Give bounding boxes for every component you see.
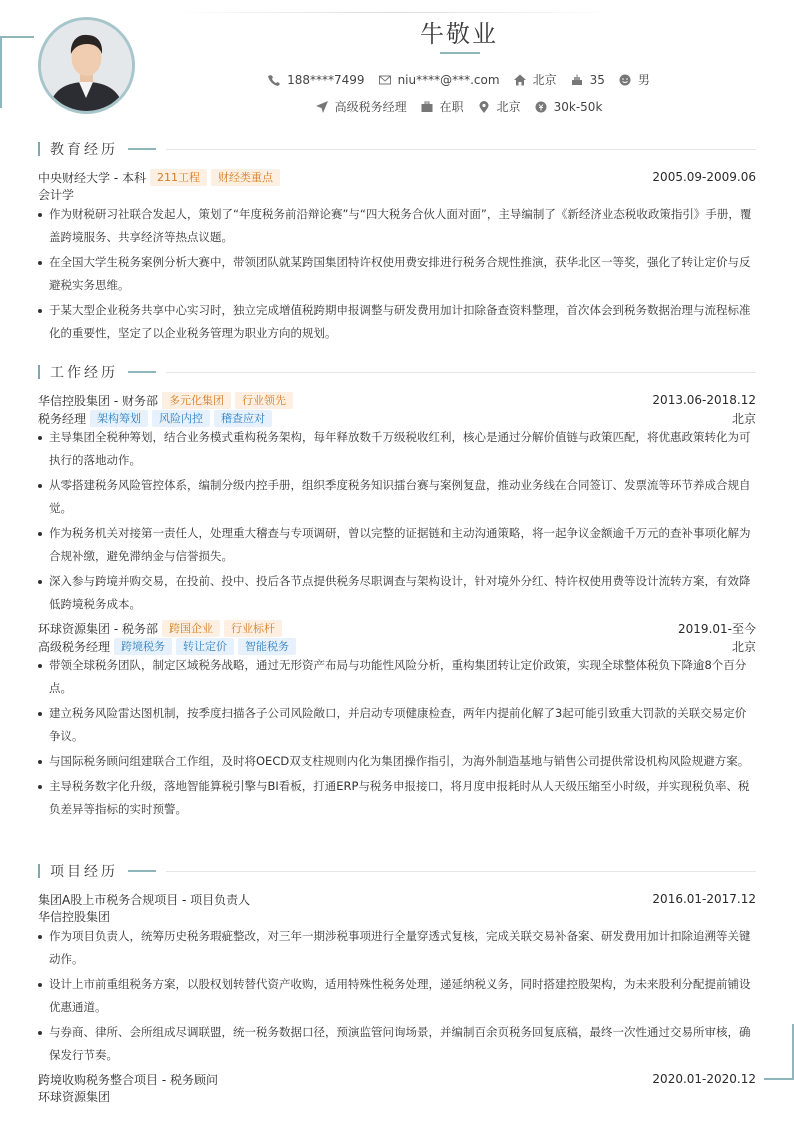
gender-icon <box>619 74 631 86</box>
candidate-name: 牛敬业 <box>420 20 498 48</box>
skill-tag: 转让定价 <box>176 638 234 655</box>
name-underline <box>440 52 480 54</box>
city-value: 北京 <box>532 73 557 87</box>
section-title: 项目经历 <box>50 864 118 880</box>
phone-item <box>268 73 364 87</box>
project-bullets <box>38 925 756 1069</box>
location-icon <box>478 101 490 113</box>
mail-icon <box>379 74 391 86</box>
job-intent-row <box>0 98 794 115</box>
school-title: 中央财经大学 - 本科 <box>38 170 146 185</box>
list-item: 建立税务风险雷达图机制，按季度扫描各子公司风险敞口，并启动专项健康检查，两年内提前化解了3起可能引致重大罚款的关联交易定价争议。 <box>38 702 756 748</box>
school-tag: 211工程 <box>150 169 207 186</box>
list-item: 主导集团全税种筹划，结合业务模式重构税务架构，每年释放数千万级税收红利，核心是通过分解价值链与政策匹配，将优惠政策转化为可执行的落地动作。 <box>38 426 756 472</box>
send-icon <box>316 101 328 113</box>
skill-tag: 稽查应对 <box>214 410 272 427</box>
list-item: 从零搭建税务风险管控体系，编制分级内控手册，组织季度税务知识擂台赛与案例复盘，推动业务线在合同签订、发票流等环节养成合规自觉。 <box>38 474 756 520</box>
skill-tag: 智能税务 <box>238 638 296 655</box>
gender-value: 男 <box>637 73 650 87</box>
work-date: 2019.01-至今 <box>678 621 756 636</box>
list-item: 作为税务机关对接第一责任人，处理重大稽查与专项调研，曾以完整的证据链和主动沟通策略，将一起争议金额逾千万元的查补事项化解为合规补缴，避免滞纳金与信誉损失。 <box>38 522 756 568</box>
section-title: 工作经历 <box>50 365 118 381</box>
project-org-row <box>38 1087 756 1105</box>
skill-tag: 架构筹划 <box>90 410 148 427</box>
home-icon <box>514 74 526 86</box>
age-icon <box>571 74 583 86</box>
list-item: 深入参与跨境并购交易，在投前、投中、投后各节点提供税务尽职调查与架构设计，针对境外分红、特许权使用费等设计流转方案，有效降低跨境税务成本。 <box>38 570 756 616</box>
list-item: 与券商、律所、会所组成尽调联盟，统一税务数据口径，预演监管问询场景，并编制百余页税务回复底稿，最终一次性通过交易所审核，确保发行节奏。 <box>38 1021 756 1067</box>
phone-value: 188****7499 <box>287 72 365 87</box>
list-item: 带领全球税务团队，制定区域税务战略，通过无形资产布局与功能性风险分析，重构集团转让定价政策，实现全球整体税负下降逾8个百分点。 <box>38 654 756 700</box>
work-title-row <box>38 391 756 409</box>
company-tag: 行业领先 <box>235 392 293 409</box>
project-org: 环球资源集团 <box>38 1089 111 1104</box>
section-header-projects <box>38 862 756 880</box>
age-item <box>571 73 605 87</box>
company-tag: 多元化集团 <box>162 392 231 409</box>
position-item <box>316 98 407 115</box>
salary-value: 30k-50k <box>553 99 603 114</box>
list-item: 设计上市前重组税务方案，以股权划转替代资产收购，适用特殊性税务处理，递延纳税义务，同时搭建控股架构，为未来股利分配提前铺设优惠通道。 <box>38 973 756 1019</box>
gender-item <box>619 71 650 88</box>
company-title: 华信控股集团 - 财务部 <box>38 393 158 408</box>
list-item: 与国际税务顾问组建联合工作组，及时将OECD双支柱规则内化为集团操作指引，为海外制造基地与销售公司提供常设机构风险规避方案。 <box>38 750 756 773</box>
list-item: 作为项目负责人，统筹历史税务瑕疵整改，对三年一期涉税事项进行全量穿透式复核，完成关联交易补备案、研发费用加计扣除追溯等关键动作。 <box>38 925 756 971</box>
education-major-row <box>38 185 756 203</box>
education-date: 2005.09-2009.06 <box>652 170 756 184</box>
skill-tag: 跨境税务 <box>114 638 172 655</box>
company-tag: 跨国企业 <box>162 620 220 637</box>
briefcase-icon <box>421 101 433 113</box>
role: 高级税务经理 <box>38 639 111 654</box>
work-city: 北京 <box>731 639 756 654</box>
section-header-work <box>38 363 756 381</box>
target-city-value: 北京 <box>496 100 521 114</box>
age-value: 35 <box>589 72 605 87</box>
work-title-row <box>38 619 756 637</box>
status-value: 在职 <box>439 100 464 114</box>
work-role-row <box>38 637 756 655</box>
position-value: 高级税务经理 <box>334 100 407 114</box>
project-org-row <box>38 907 756 925</box>
project-title: 跨境收购税务整合项目 - 税务顾问 <box>38 1072 218 1087</box>
skill-tag: 风险内控 <box>152 410 210 427</box>
work-role-row <box>38 409 756 427</box>
work-bullets <box>38 426 756 618</box>
company-tag: 行业标杆 <box>224 620 282 637</box>
work-bullets <box>38 654 756 823</box>
money-icon <box>535 101 547 113</box>
email-item <box>379 73 500 87</box>
project-org: 华信控股集团 <box>38 909 111 924</box>
project-date: 2020.01-2020.12 <box>652 1072 756 1086</box>
work-date: 2013.06-2018.12 <box>652 393 756 407</box>
phone-icon <box>268 74 280 86</box>
section-header-education <box>38 140 756 158</box>
list-item: 在全国大学生税务案例分析大赛中，带领团队就某跨国集团特许权使用费安排进行税务合规性推演，获华北区一等奖，强化了转让定价与反避税实务思维。 <box>38 251 756 297</box>
section-title: 教育经历 <box>50 142 118 158</box>
role: 税务经理 <box>38 411 87 426</box>
salary-item <box>535 100 603 114</box>
list-item: 于某大型企业税务共享中心实习时，独立完成增值税跨期申报调整与研发费用加计扣除备查资料整理，首次体会到税务数据治理与流程标准化的重要性，坚定了以企业税务管理为职业方向的规划。 <box>38 299 756 345</box>
education-title-row <box>38 168 756 186</box>
education-bullets <box>38 203 756 347</box>
list-item: 主导税务数字化升级，落地智能算税引擎与BI看板，打通ERP与税务申报接口，将月度申报耗时从人天级压缩至小时级，并实现税负率、税负差异等指标的实时预警。 <box>38 775 756 821</box>
city-item <box>514 71 557 88</box>
project-title-row <box>38 1070 756 1088</box>
project-title: 集团A股上市税务合规项目 - 项目负责人 <box>38 892 251 907</box>
school-tag: 财经类重点 <box>211 169 280 186</box>
corner-decoration-bottom-right <box>764 1024 794 1080</box>
project-title-row <box>38 890 756 908</box>
email-value: niu****@***.com <box>397 72 500 87</box>
list-item: 作为财税研习社联合发起人，策划了“年度税务前沿辩论赛”与“四大税务合伙人面对面”，主导编制了《新经济业态税收政策指引》手册，覆盖跨境服务、共享经济等热点议题。 <box>38 203 756 249</box>
work-city: 北京 <box>731 411 756 426</box>
company-title: 环球资源集团 - 税务部 <box>38 621 158 636</box>
major: 会计学 <box>38 187 75 202</box>
target-city-item <box>478 98 521 115</box>
status-item <box>421 98 464 115</box>
top-divider <box>175 12 615 13</box>
project-date: 2016.01-2017.12 <box>652 892 756 906</box>
contact-info-row <box>0 71 794 88</box>
